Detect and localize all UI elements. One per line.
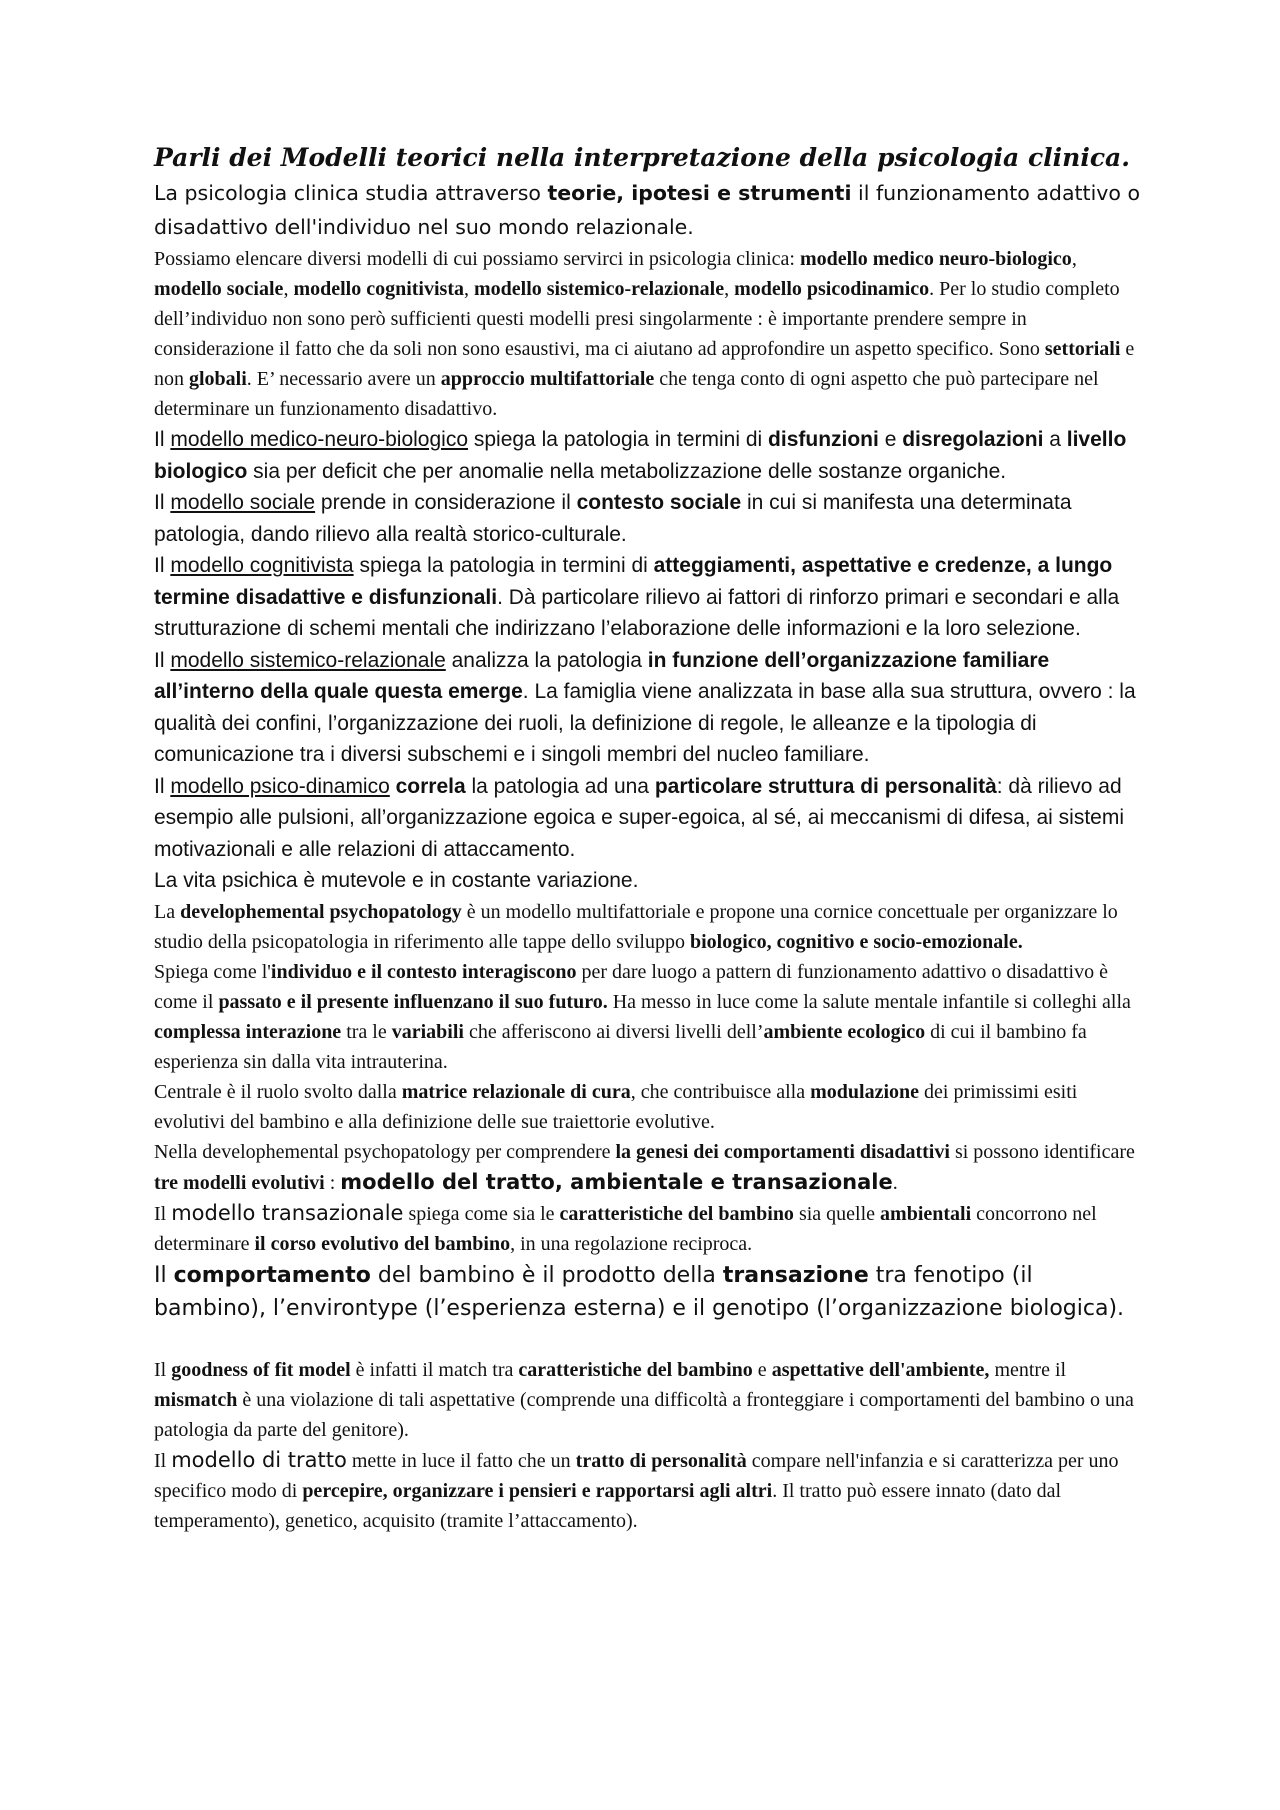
paragraph-models-list: Possiamo elencare diversi modelli di cui possiamo servirci in psicologia clinica: modello medico neuro-biologico, modello sociale, modello cognitivista, modello sistemico-relazionale, modello psicodinamico. Per lo studio completo dell’individuo non sono però sufficienti questi modelli presi singolarmente : è importante prendere sempre in considerazione il fatto che da soli non sono esaustivi, ma ci aiutano ad approfondire un aspetto specifico. Sono settoriali e non globali. E’ necessario avere un approccio multifattoriale che tenga conto di ogni aspetto che può partecipare nel determinare un funzionamento disadattivo. xyxy=(154,248,1135,420)
document-page xyxy=(154,140,1144,1536)
paragraph-interaction: Spiega come l'individuo e il contesto interagiscono per dare luogo a pattern di funzionamento adattivo o disadattivo è come il passato e il presente influenzano il suo futuro. Ha messo in luce come la salute mentale infantile si colleghi alla complessa interazione tra le variabili che afferiscono ai diversi livelli dell’ambiente ecologico di cui il bambino fa esperienza sin dalla vita intrauterina. xyxy=(154,960,1131,1073)
paragraph-systemic-model: Il modello sistemico-relazionale analizza la patologia in funzione dell’organizzazione familiare all’interno della quale questa emerge. La famiglia viene analizzata in base alla sua struttura, ovvero : la qualità dei confini, l’organizzazione dei ruoli, la definizione di regole, le alleanze e la tipologia di comunicazione tra i diversi subschemi e i singoli membri del nucleo familiare. xyxy=(154,648,1136,766)
paragraph-intro: La psicologia clinica studia attraverso teorie, ipotesi e strumenti il funzionamento adattivo o disadattivo dell'individuo nel suo mondo relazionale. xyxy=(154,181,1141,239)
paragraph-social-model: Il modello sociale prende in considerazione il contesto sociale in cui si manifesta una determinata patologia, dando rilievo alla realtà storico-culturale. xyxy=(154,491,1072,546)
paragraph-transaction: Il comportamento del bambino è il prodotto della transazione tra fenotipo (il bambino), l’environtype (l’esperienza esterna) e il genotipo (l’organizzazione biologica). xyxy=(154,1262,1125,1321)
paragraph-transactional-model: Il modello transazionale spiega come sia le caratteristiche del bambino sia quelle ambientali concorrono nel determinare il corso evolutivo del bambino, in una regolazione reciproca. xyxy=(154,1200,1097,1255)
paragraph-trait-model: Il modello di tratto mette in luce il fatto che un tratto di personalità compare nell'infanzia e si caratterizza per uno specifico modo di percepire, organizzare i pensieri e rapportarsi agli altri. Il tratto può essere innato (dato dal temperamento), genetico, acquisito (tramite l’attaccamento). xyxy=(154,1447,1119,1532)
paragraph-care-matrix: Centrale è il ruolo svolto dalla matrice relazionale di cura, che contribuisce alla modulazione dei primissimi esiti evolutivi del bambino e alla definizione delle sue traiettorie evolutive. xyxy=(154,1080,1078,1133)
paragraph-developmental: La develophemental psychopatology è un modello multifattoriale e propone una cornice concettuale per organizzare lo studio della psicopatologia in riferimento alle tappe dello sviluppo biologico, cognitivo e socio-emozionale. xyxy=(154,900,1118,953)
paragraph-goodness-of-fit: Il goodness of fit model è infatti il match tra caratteristiche del bambino e aspettative dell'ambiente, mentre il mismatch è una violazione di tali aspettative (comprende una difficoltà a fronteggiare i comportamenti del bambino o una patologia da parte del genitore). xyxy=(154,1358,1134,1441)
document-title: Parli dei Modelli teorici nella interpretazione della psicologia clinica. xyxy=(154,143,1130,172)
paragraph-spacer xyxy=(154,1325,1144,1355)
paragraph-psychic-life: La vita psichica è mutevole e in costante variazione. xyxy=(154,869,639,892)
paragraph-three-models: Nella develophemental psychopatology per comprendere la genesi dei comportamenti disadattivi si possono identificare tre modelli evolutivi : modello del tratto, ambientale e transazionale. xyxy=(154,1140,1135,1194)
paragraph-medical-model: Il modello medico-neuro-biologico spiega la patologia in termini di disfunzioni e disregolazioni a livello biologico sia per deficit che per anomalie nella metabolizzazione delle sostanze organiche. xyxy=(154,428,1127,483)
paragraph-cognitive-model: Il modello cognitivista spiega la patologia in termini di atteggiamenti, aspettative e credenze, a lungo termine disadattive e disfunzionali. Dà particolare rilievo ai fattori di rinforzo primari e secondari e alla strutturazione di schemi mentali che indirizzano l’elaborazione delle informazioni e la loro selezione. xyxy=(154,554,1120,640)
paragraph-psychodynamic-model: Il modello psico-dinamico correla la patologia ad una particolare struttura di personalità: dà rilievo ad esempio alle pulsioni, all’organizzazione egoica e super-egoica, al sé, ai meccanismi di difesa, ai sistemi motivazionali e alle relazioni di attaccamento. xyxy=(154,774,1124,861)
